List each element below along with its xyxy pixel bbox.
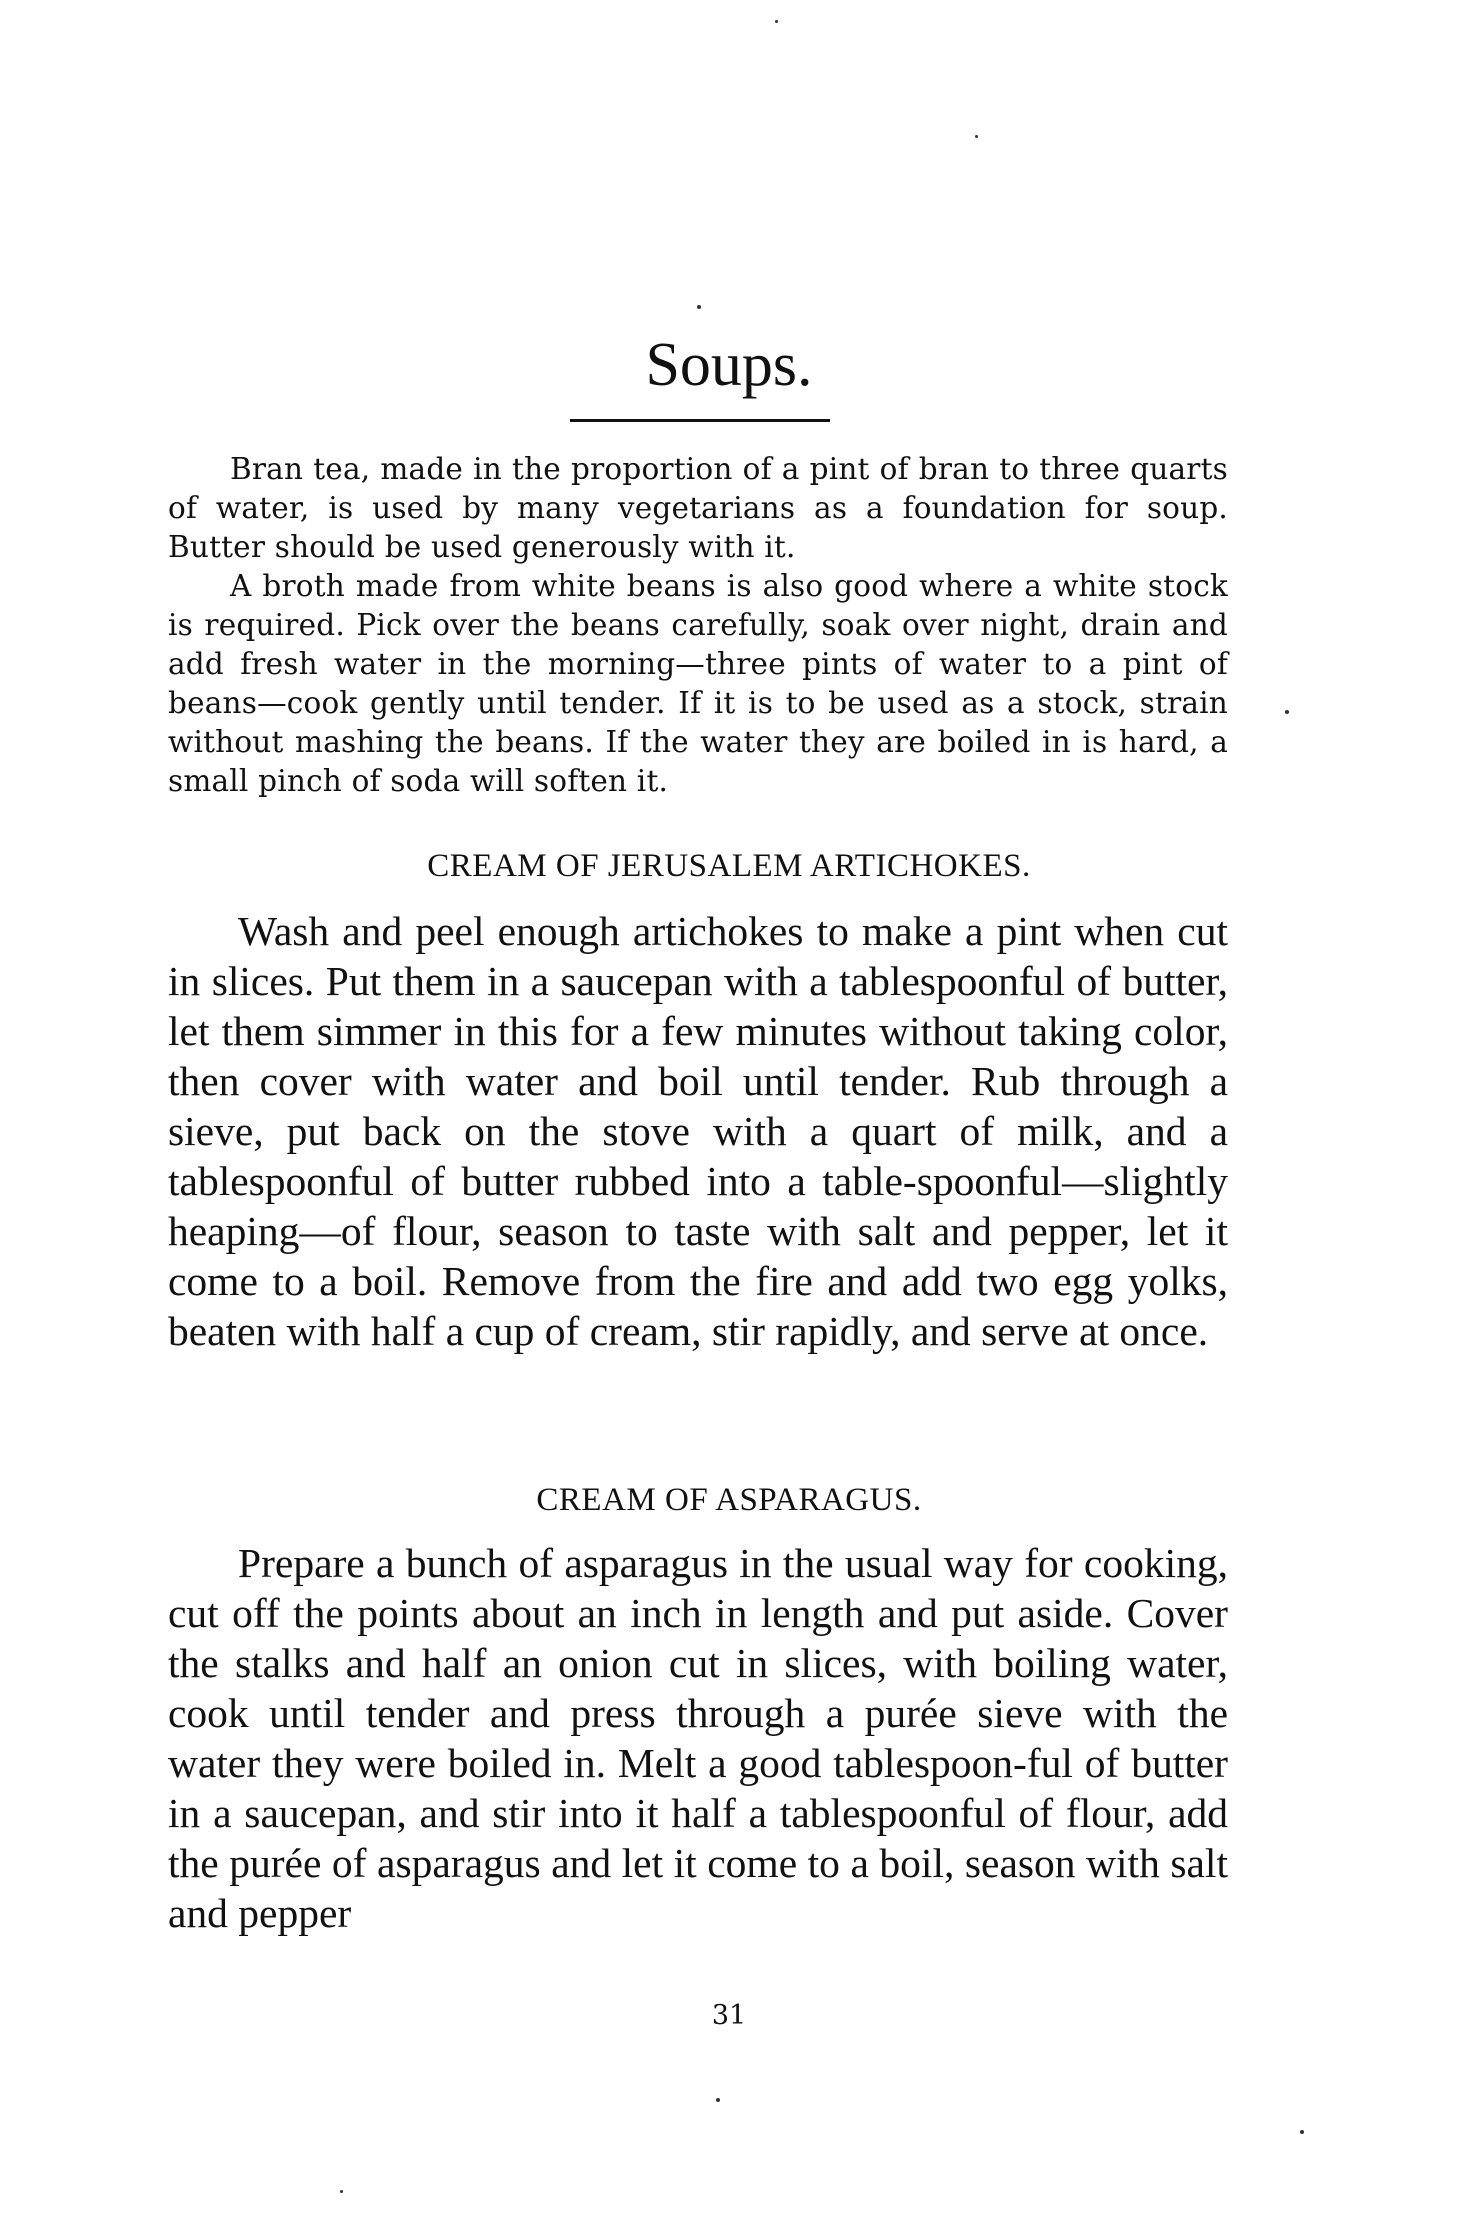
- scan-speck: [697, 305, 701, 309]
- page-title: Soups.: [645, 331, 813, 399]
- scan-speck: [340, 2190, 343, 2193]
- title-rule: [570, 419, 830, 422]
- scan-speck: [1285, 710, 1289, 714]
- intro-paragraph-white-bean-broth: A broth made from white beans is also good where a white stock is required. Pick over the beans carefully, soak over night, drain and add fresh water in the morning—three pints of water to a pint of beans—cook gently until tender. If it is to be used as a stock, strain without mashing the beans. If the water they are boiled in is hard, a small pinch of soda will soften it.: [168, 569, 1228, 798]
- intro-section: [168, 450, 1228, 801]
- scan-speck: [716, 2098, 720, 2102]
- intro-paragraph-bran-tea: Bran tea, made in the proportion of a pint of bran to three quarts of water, is used by many vegetarians as a foundation for soup. Butter should be used generously with it.: [168, 452, 1228, 564]
- scan-speck: [975, 135, 978, 138]
- recipe-body-asparagus: Prepare a bunch of asparagus in the usual way for cooking, cut off the points about an inch in length and put aside. Cover the stalks and half an onion cut in slices, with boiling water, cook until tender and press through a purée sieve with the water they were boiled in. Melt a good tablespoon-ful of butter in a saucepan, and stir into it half a tablespoonful of flour, add the purée of asparagus and let it come to a boil, season with salt and pepper: [168, 1540, 1228, 1936]
- scan-speck: [1300, 2130, 1304, 2134]
- recipe-heading-asparagus: CREAM OF ASPARAGUS.: [536, 1482, 922, 1518]
- recipe-heading-artichokes: CREAM OF JERUSALEM ARTICHOKES.: [427, 848, 1031, 884]
- recipe-body-artichokes: Wash and peel enough artichokes to make a pint when cut in slices. Put them in a saucepan with a tablespoonful of butter, let them simmer in this for a few minutes without taking color, then cover with water and boil until tender. Rub through a sieve, put back on the stove with a quart of milk, and a tablespoonful of butter rubbed into a table-spoonful—slightly heaping—of flour, season to taste with salt and pepper, let it come to a boil. Remove from the fire and add two egg yolks, beaten with half a cup of cream, stir rapidly, and serve at once.: [168, 908, 1228, 1354]
- scan-speck: [775, 20, 778, 23]
- page-number: 31: [711, 2000, 747, 2031]
